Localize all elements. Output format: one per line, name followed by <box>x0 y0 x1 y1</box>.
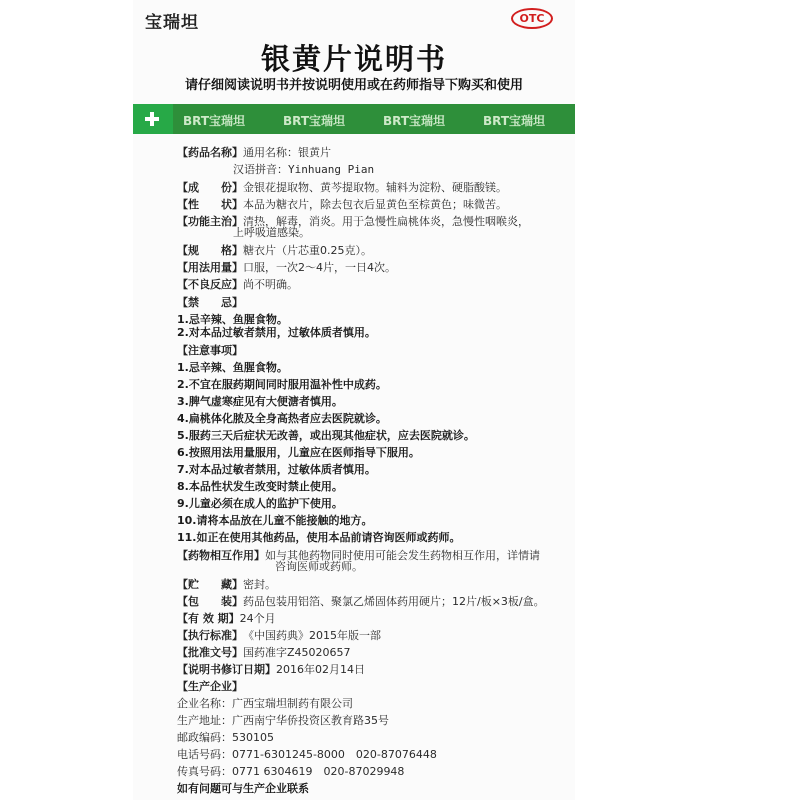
section-label: 【药品名称】 <box>177 146 243 159</box>
section-package <box>177 595 545 609</box>
section-label: 【执行标准】 <box>177 629 243 642</box>
interactions-text-cont: 咨询医师或药师。 <box>275 560 363 573</box>
section-manufacturer <box>177 680 243 694</box>
section-label: 【规 格】 <box>177 244 243 257</box>
band-brand-text: BRT宝瑞坦 <box>383 114 446 128</box>
brand-band-strip <box>173 104 575 134</box>
contact-footer: 如有问题可与生产企业联系 <box>177 782 309 795</box>
section-label: 【说明书修订日期】 <box>177 663 276 676</box>
caution-item: 9.儿童必须在成人的监护下使用。 <box>177 497 343 510</box>
company-address: 生产地址：广西南宁华侨投资区教育路35号 <box>177 714 389 727</box>
caution-item: 1.忌辛辣、鱼腥食物。 <box>177 361 288 374</box>
indications-text-cont: 上呼吸道感染。 <box>233 226 310 239</box>
caution-item: 11.如正在使用其他药品，使用本品前请咨询医师或药师。 <box>177 531 461 544</box>
section-label: 【贮 藏】 <box>177 578 243 591</box>
caution-item: 3.脾气虚寒症见有大便溏者慎用。 <box>177 395 343 408</box>
section-storage <box>177 578 276 592</box>
section-validity <box>177 612 276 626</box>
section-label: 【不良反应】 <box>177 278 243 291</box>
band-brand-text: BRT宝瑞坦 <box>183 114 246 128</box>
caution-item: 4.扁桃体化脓及全身高热者应去医院就诊。 <box>177 412 387 425</box>
section-label: 【功能主治】 <box>177 215 243 228</box>
band-brand-text: BRT宝瑞坦 <box>283 114 346 128</box>
section-label: 【用法用量】 <box>177 261 243 274</box>
brand-band <box>133 104 575 134</box>
band-brand-text: BRT宝瑞坦 <box>483 114 546 128</box>
section-approval <box>177 646 351 660</box>
caution-item: 2.不宜在服药期间同时服用温补性中成药。 <box>177 378 387 391</box>
caution-item: 6.按照用法用量服用，儿童应在医师指导下服用。 <box>177 446 420 459</box>
section-properties <box>177 198 507 212</box>
indications-text: 清热，解毒，消炎。用于急慢性扁桃体炎，急慢性咽喉炎， <box>243 215 529 228</box>
brand-logo: 宝瑞坦 <box>145 13 199 33</box>
contra-item: 1.忌辛辣、鱼腥食物。 <box>177 313 288 326</box>
spec-text: 糖衣片（片芯重0.25克）。 <box>243 244 372 257</box>
company-fax: 传真号码：0771 6304619 020-87029948 <box>177 765 405 778</box>
standard-text: 《中国药典》2015年版一部 <box>243 629 381 642</box>
section-spec <box>177 244 372 258</box>
section-label: 【生产企业】 <box>177 680 243 693</box>
approval-text: 国药准字Z45020657 <box>243 646 351 659</box>
adverse-text: 尚不明确。 <box>243 278 298 291</box>
package-text: 药品包装用铝箔、聚氯乙烯固体药用硬片；12片/板×3板/盒。 <box>243 595 545 608</box>
revised-text: 2016年02月14日 <box>276 663 365 676</box>
section-indications <box>177 215 529 229</box>
interactions-text: 如与其他药物同时使用可能会发生药物相互作用，详情请 <box>265 549 540 562</box>
document-subtitle: 请仔细阅读说明书并按说明使用或在药师指导下购买和使用 <box>184 78 523 93</box>
section-label: 【批准文号】 <box>177 646 243 659</box>
section-label: 【包 装】 <box>177 595 243 608</box>
section-contraindications <box>177 296 243 310</box>
storage-text: 密封。 <box>243 578 276 591</box>
section-adverse <box>177 278 298 292</box>
caution-item: 7.对本品过敏者禁用，过敏体质者慎用。 <box>177 463 376 476</box>
section-cautions <box>177 344 243 358</box>
company-postcode: 邮政编码：530105 <box>177 731 274 744</box>
section-ingredients <box>177 181 507 195</box>
properties-text: 本品为糖衣片，除去包衣后显黄色至棕黄色；味微苦。 <box>243 198 507 211</box>
dosage-text: 口服，一次2～4片，一日4次。 <box>243 261 396 274</box>
generic-name: 通用名称：银黄片 <box>243 146 331 159</box>
document-title: 银黄片说明书 <box>260 42 447 76</box>
section-label: 【成 份】 <box>177 181 243 194</box>
company-phone: 电话号码：0771-6301245-8000 020-87076448 <box>177 748 437 761</box>
validity-text: 24个月 <box>239 612 276 625</box>
section-label: 【禁 忌】 <box>177 296 243 309</box>
section-drug-name <box>177 146 331 160</box>
ingredients-text: 金银花提取物、黄芩提取物。辅料为淀粉、硬脂酸镁。 <box>243 181 507 194</box>
company-name: 企业名称：广西宝瑞坦制药有限公司 <box>177 697 353 710</box>
section-label: 【性 状】 <box>177 198 243 211</box>
caution-item: 8.本品性状发生改变时禁止使用。 <box>177 480 343 493</box>
section-standard <box>177 629 381 643</box>
section-label: 【有 效 期】 <box>177 612 240 625</box>
otc-badge: OTC <box>511 8 553 29</box>
section-revised <box>177 663 365 677</box>
section-dosage <box>177 261 396 275</box>
contra-item: 2.对本品过敏者禁用，过敏体质者慎用。 <box>177 326 376 339</box>
pinyin-name: 汉语拼音：Yinhuang Pian <box>233 163 375 176</box>
caution-item: 5.服药三天后症状无改善，或出现其他症状，应去医院就诊。 <box>177 429 475 442</box>
section-label: 【注意事项】 <box>177 344 243 357</box>
section-label: 【药物相互作用】 <box>177 549 265 562</box>
medical-cross-icon <box>145 112 159 126</box>
caution-item: 10.请将本品放在儿童不能接触的地方。 <box>177 514 373 527</box>
